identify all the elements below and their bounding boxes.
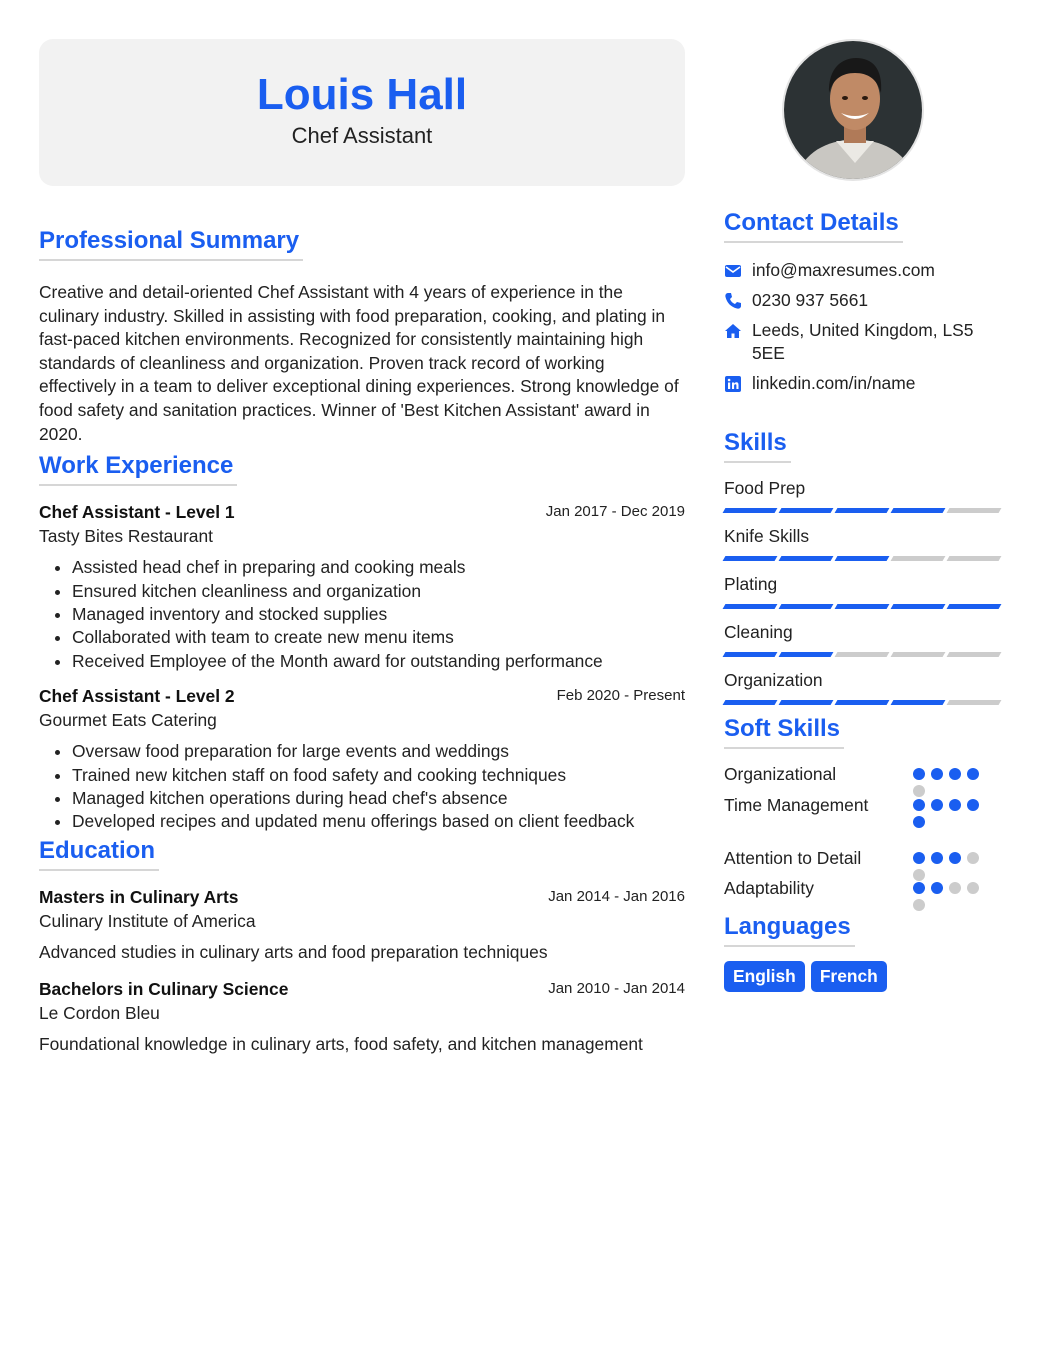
soft-skill-item (724, 763, 1000, 785)
soft-skill-rating (913, 768, 993, 797)
rating-segment (779, 700, 834, 705)
list-item: • Assisted head chef in preparing and cooking meals (72, 556, 685, 579)
skill-name: Organization (724, 670, 823, 690)
list-item: • Managed inventory and stocked supplies (72, 603, 685, 626)
candidate-role: Chef Assistant (291, 123, 433, 148)
education-entry (39, 978, 685, 1055)
skill-rating-bar (724, 556, 1000, 561)
skill-item (724, 477, 1000, 513)
rating-segment (835, 604, 890, 609)
portrait-illustration (784, 41, 924, 181)
soft-skill-name: Organizational (724, 764, 837, 784)
list-item: • Developed recipes and updated menu offerings based on client feedback (72, 810, 685, 833)
rating-dot (913, 852, 925, 864)
rating-dot (931, 768, 943, 780)
contact-heading: Contact Details (724, 209, 903, 243)
address-text: Leeds, United Kingdom, LS5 5EE (752, 320, 974, 363)
main-column (39, 39, 685, 1055)
rating-segment (723, 508, 778, 513)
language-badge: French (811, 961, 887, 992)
job-bullets (39, 740, 685, 834)
list-item: • Trained new kitchen staff on food safety and cooking techniques (72, 764, 685, 787)
job-bullets (39, 556, 685, 673)
skills-list (724, 477, 1000, 705)
rating-dot (913, 816, 925, 828)
phone-icon (724, 292, 742, 310)
summary-text: Creative and detail-oriented Chef Assistant with 4 years of experience in the culinary industry. Skilled in assisting with food preparation, cooking, and plating in fast-paced kitchen environments. Recognized for consistently maintaining high standards of cleanliness and organization. Proven track record of working effectively in a team to deliver exceptional dining experiences. Strong knowledge of food safety and sanitation practices. Winner of 'Best Kitchen Assistant' award in 2020. (39, 282, 679, 444)
job-entry (39, 501, 685, 673)
rating-segment (723, 652, 778, 657)
skill-name: Food Prep (724, 478, 806, 498)
soft-skills-list (724, 763, 1000, 899)
rating-dot (967, 799, 979, 811)
sidebar-column (724, 39, 1000, 992)
rating-segment (947, 508, 1002, 513)
job-date: Feb 2020 - Present (556, 687, 685, 705)
soft-skill-name: Adaptability (724, 878, 814, 898)
job-title: Chef Assistant - Level 2 (39, 686, 235, 707)
rating-segment (891, 508, 946, 513)
rating-segment (947, 556, 1002, 561)
degree-title: Bachelors in Culinary Science (39, 978, 289, 999)
profile-photo (782, 39, 924, 181)
rating-segment (835, 508, 890, 513)
rating-segment (891, 652, 946, 657)
rating-segment (947, 700, 1002, 705)
rating-segment (723, 556, 778, 561)
degree-title: Masters in Culinary Arts (39, 886, 239, 907)
rating-segment (779, 556, 834, 561)
soft-skill-item (724, 847, 1000, 869)
language-badge: English (724, 961, 805, 992)
rating-dot (967, 768, 979, 780)
skill-item (724, 621, 1000, 657)
rating-segment (947, 604, 1002, 609)
job-company: Tasty Bites Restaurant (39, 526, 213, 547)
header-box (39, 39, 685, 186)
contact-phone[interactable] (724, 289, 1000, 312)
skills-heading: Skills (724, 429, 791, 463)
experience-heading: Work Experience (39, 452, 237, 486)
rating-segment (779, 604, 834, 609)
rating-segment (891, 556, 946, 561)
rating-segment (779, 508, 834, 513)
rating-segment (947, 652, 1002, 657)
job-title: Chef Assistant - Level 1 (39, 502, 235, 523)
soft-skill-name: Attention to Detail (724, 848, 862, 868)
education-description: Advanced studies in culinary arts and food preparation techniques (39, 941, 548, 962)
languages-list (724, 961, 1000, 992)
rating-dot (913, 882, 925, 894)
rating-segment (723, 604, 778, 609)
rating-dot (949, 768, 961, 780)
soft-skill-item (724, 877, 1000, 899)
linkedin-text: linkedin.com/in/name (752, 373, 916, 393)
rating-segment (779, 652, 834, 657)
rating-dot (931, 882, 943, 894)
home-icon (724, 322, 742, 340)
education-date: Jan 2014 - Jan 2016 (548, 887, 685, 905)
soft-skills-heading: Soft Skills (724, 715, 844, 749)
list-item: • Managed kitchen operations during head chef's absence (72, 787, 685, 810)
rating-segment (723, 700, 778, 705)
email-text: info@maxresumes.com (752, 260, 935, 280)
education-description: Foundational knowledge in culinary arts, food safety, and kitchen management (39, 1033, 643, 1054)
school-name: Le Cordon Bleu (39, 1002, 160, 1023)
skill-name: Plating (724, 574, 778, 594)
skill-rating-bar (724, 604, 1000, 609)
skill-rating-bar (724, 508, 1000, 513)
rating-dot (913, 768, 925, 780)
rating-dot (967, 882, 979, 894)
rating-dot (931, 799, 943, 811)
rating-segment (835, 556, 890, 561)
education-heading: Education (39, 837, 159, 871)
rating-segment (891, 700, 946, 705)
rating-dot (949, 882, 961, 894)
list-item: • Oversaw food preparation for large events and weddings (72, 740, 685, 763)
contact-address (724, 319, 1000, 365)
education-entry (39, 886, 685, 963)
rating-dot (967, 852, 979, 864)
rating-segment (835, 700, 890, 705)
skill-item (724, 525, 1000, 561)
rating-dot (949, 799, 961, 811)
job-entry (39, 685, 685, 834)
skill-rating-bar (724, 652, 1000, 657)
linkedin-icon (724, 375, 742, 393)
soft-skill-item (724, 794, 1000, 816)
skill-name: Knife Skills (724, 526, 810, 546)
candidate-name: Louis Hall (256, 70, 468, 119)
rating-dot (949, 852, 961, 864)
education-date: Jan 2010 - Jan 2014 (548, 979, 685, 997)
contact-linkedin[interactable] (724, 372, 1000, 395)
job-date: Jan 2017 - Dec 2019 (545, 503, 685, 521)
rating-dot (913, 799, 925, 811)
soft-skill-name: Time Management (724, 795, 869, 815)
phone-text: 0230 937 5661 (752, 290, 869, 310)
list-item: • Received Employee of the Month award for outstanding performance (72, 650, 685, 673)
rating-dot (931, 852, 943, 864)
rating-dot (913, 899, 925, 911)
languages-heading: Languages (724, 913, 855, 947)
skill-rating-bar (724, 700, 1000, 705)
list-item: • Collaborated with team to create new menu items (72, 626, 685, 649)
school-name: Culinary Institute of America (39, 910, 256, 931)
rating-segment (891, 604, 946, 609)
skill-item (724, 669, 1000, 705)
summary-heading: Professional Summary (39, 227, 303, 261)
skill-item (724, 573, 1000, 609)
list-item: • Ensured kitchen cleanliness and organization (72, 580, 685, 603)
rating-segment (835, 652, 890, 657)
contact-email[interactable] (724, 259, 1000, 282)
soft-skill-rating (913, 799, 993, 828)
envelope-icon (724, 262, 742, 280)
skill-name: Cleaning (724, 622, 793, 642)
soft-skill-rating (913, 882, 993, 911)
job-company: Gourmet Eats Catering (39, 710, 217, 731)
